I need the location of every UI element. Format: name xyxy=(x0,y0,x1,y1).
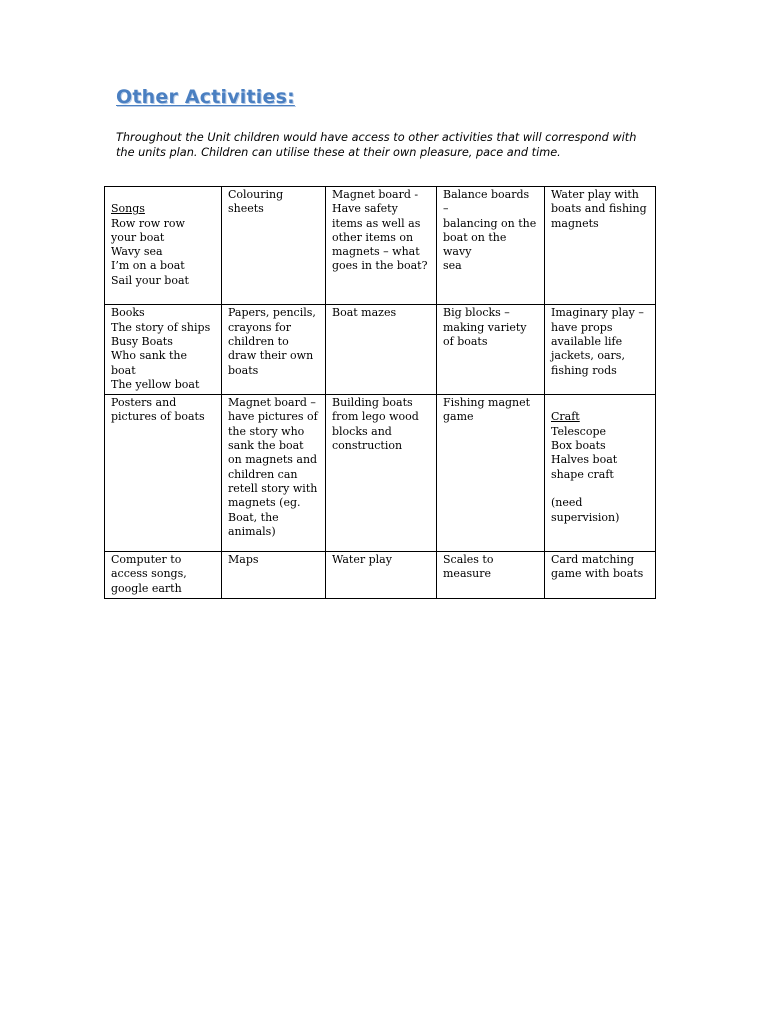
cell-text: Building boats from lego wood blocks and construction xyxy=(332,396,419,453)
cell-text: Colouring sheets xyxy=(228,188,284,216)
table-cell xyxy=(437,395,545,552)
cell-header: Songs xyxy=(111,202,145,216)
cell-text: Maps xyxy=(228,553,259,567)
cell-text: Boat mazes xyxy=(332,306,397,320)
table-cell xyxy=(326,305,437,395)
cell-text: Fishing magnet game xyxy=(443,396,531,424)
table-cell xyxy=(105,305,222,395)
table-cell xyxy=(222,187,326,305)
table-cell xyxy=(326,395,437,552)
table-cell xyxy=(222,305,326,395)
table-cell xyxy=(326,552,437,599)
table-cell xyxy=(326,187,437,305)
table-row xyxy=(105,552,656,599)
cell-text: Row row row your boat Wavy sea I’m on a boat Sail your boat xyxy=(111,216,189,287)
intro-paragraph: Throughout the Unit children would have access to other activities that will correspond with the units plan. Children can utilise these at their own pleasure, pace and time. xyxy=(116,131,637,159)
table-cell xyxy=(105,395,222,552)
page-heading: Other Activities: xyxy=(116,86,295,108)
table-cell xyxy=(545,187,656,305)
cell-text: Computer to access songs, google earth xyxy=(111,553,187,595)
cell-text: Balance boards – balancing on the boat on the wavy sea xyxy=(443,188,537,273)
table-row xyxy=(105,305,656,395)
activities-table xyxy=(104,186,656,599)
cell-header: Craft xyxy=(551,410,580,424)
cell-text: Scales to measure xyxy=(443,553,494,581)
cell-text: Imaginary play – have props available life jackets, oars, fishing rods xyxy=(551,306,644,377)
table-cell xyxy=(105,552,222,599)
cell-text: Water play with boats and fishing magnets xyxy=(551,188,647,230)
table-cell xyxy=(545,305,656,395)
table-cell xyxy=(105,187,222,305)
cell-text: Telescope Box boats Halves boat shape craft (need supervision) xyxy=(551,424,620,524)
cell-text: Posters and pictures of boats xyxy=(111,396,205,424)
table-cell xyxy=(222,552,326,599)
cell-text: Card matching game with boats xyxy=(551,553,644,581)
cell-text: Books The story of ships Busy Boats Who sank the boat The yellow boat xyxy=(111,306,211,391)
cell-text: Magnet board - Have safety items as well as other items on magnets – what goes in the boat? xyxy=(332,188,428,273)
table-cell xyxy=(222,395,326,552)
cell-text: Big blocks – making variety of boats xyxy=(443,306,527,348)
table-cell xyxy=(437,305,545,395)
table-cell xyxy=(545,395,656,552)
table-cell xyxy=(437,552,545,599)
table-cell xyxy=(545,552,656,599)
table-row xyxy=(105,187,656,305)
cell-text: Papers, pencils, crayons for children to draw their own boats xyxy=(228,306,316,377)
table-cell xyxy=(437,187,545,305)
cell-text: Water play xyxy=(332,553,392,567)
cell-text: Magnet board – have pictures of the story who sank the boat on magnets and children can retell story with magnets (eg. Boat, the animals) xyxy=(228,396,318,538)
table-row xyxy=(105,395,656,552)
